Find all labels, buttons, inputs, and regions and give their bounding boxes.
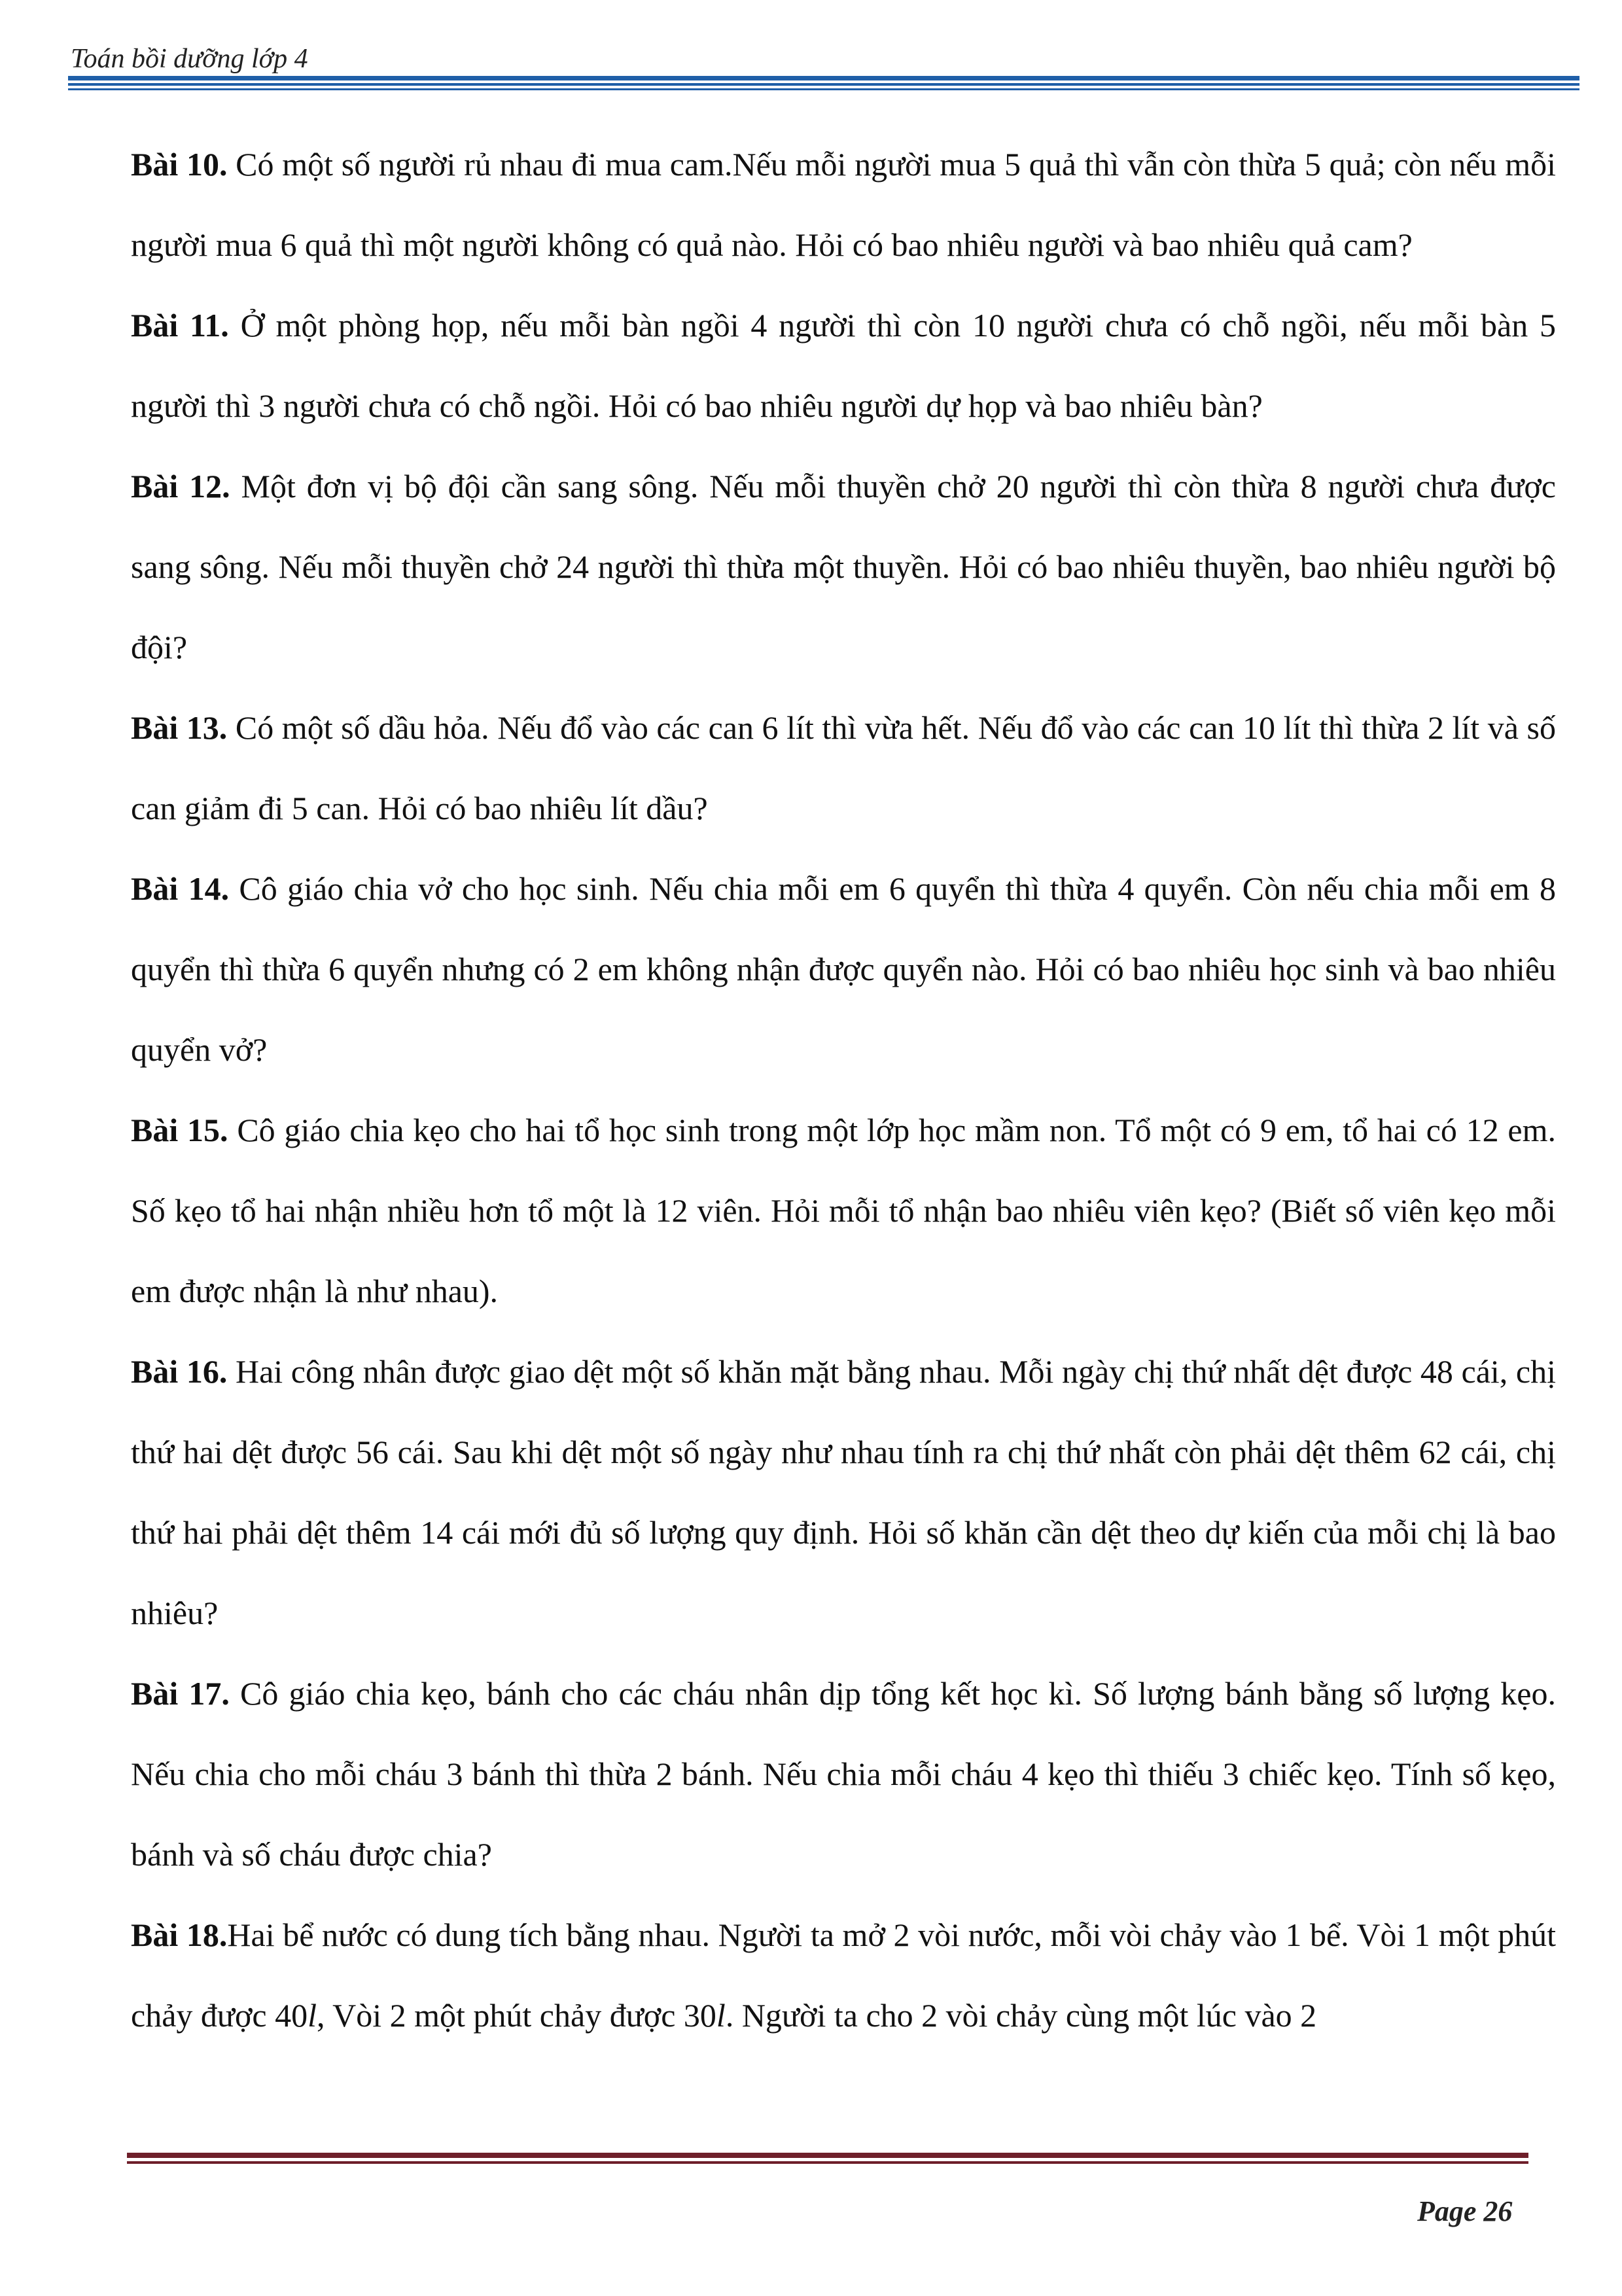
header-rule <box>68 76 1579 93</box>
problem-text: Một đơn vị bộ đội cần sang sông. Nếu mỗi thuyền chở 20 người thì còn thừa 8 người chưa được sang sông. Nếu mỗi thuyền chở 24 người thì thừa một thuyền. Hỏi có bao nhiêu thuyền, bao nhiêu người bộ đội? <box>131 468 1556 665</box>
problem-number: Bài 16. <box>131 1353 228 1390</box>
problem-text: Cô giáo chia vở cho học sinh. Nếu chia mỗi em 6 quyển thì thừa 4 quyển. Còn nếu chia mỗi em 8 quyển thì thừa 6 quyển nhưng có 2 em không nhận được quyển nào. Hỏi có bao nhiêu học sinh và bao nhiêu quyển vở? <box>131 870 1556 1068</box>
problem-number: Bài 18. <box>131 1916 228 1953</box>
problem-12 <box>131 446 1556 688</box>
problem-text: Có một số người rủ nhau đi mua cam.Nếu mỗi người mua 5 quả thì vẫn còn thừa 5 quả; còn nếu mỗi người mua 6 quả thì một người không có quả nào. Hỏi có bao nhiêu người và bao nhiêu quả cam? <box>131 146 1556 263</box>
problem-number: Bài 11. <box>131 307 229 344</box>
problem-number: Bài 17. <box>131 1675 230 1712</box>
problem-16 <box>131 1332 1556 1653</box>
problem-text: Hai bể nước có dung tích bằng nhau. Người ta mở 2 vòi nước, mỗi vòi chảy vào 1 bể. Vòi 1 một phút chảy được 40 <box>131 1916 1557 2034</box>
problem-13 <box>131 688 1556 849</box>
problem-text: Ở một phòng họp, nếu mỗi bàn ngồi 4 người thì còn 10 người chưa có chỗ ngồi, nếu mỗi bàn 5 người thì 3 người chưa có chỗ ngồi. Hỏi có bao nhiêu người dự họp và bao nhiêu bàn? <box>131 307 1557 424</box>
page-number: Page 26 <box>1417 2195 1513 2227</box>
problem-18 <box>131 1895 1556 2056</box>
problem-text: . Người ta cho 2 vòi chảy cùng một lúc vào 2 <box>725 1997 1317 2034</box>
unit-liter: l <box>308 1997 317 2034</box>
problem-text: Cô giáo chia kẹo, bánh cho các cháu nhân dịp tổng kết học kì. Số lượng bánh bằng số lượng kẹo. Nếu chia cho mỗi cháu 3 bánh thì thừa 2 bánh. Nếu chia mỗi cháu 4 kẹo thì thiếu 3 chiếc kẹo. Tính số kẹo, bánh và số cháu được chia? <box>131 1675 1556 1873</box>
problem-15 <box>131 1090 1556 1332</box>
unit-liter: l <box>716 1997 726 2034</box>
problem-11 <box>131 285 1556 446</box>
problem-text: Hai công nhân được giao dệt một số khăn mặt bằng nhau. Mỗi ngày chị thứ nhất dệt được 48 cái, chị thứ hai dệt được 56 cái. Sau khi dệt một số ngày như nhau tính ra chị thứ nhất còn phải dệt thêm 62 cái, chị thứ hai phải dệt thêm 14 cái mới đủ số lượng quy định. Hỏi số khăn cần dệt theo dự kiến của mỗi chị là bao nhiêu? <box>131 1353 1556 1631</box>
problem-number: Bài 10. <box>131 146 228 183</box>
problem-number: Bài 13. <box>131 709 228 746</box>
problem-text: Có một số dầu hỏa. Nếu đổ vào các can 6 lít thì vừa hết. Nếu đổ vào các can 10 lít thì thừa 2 lít và số can giảm đi 5 can. Hỏi có bao nhiêu lít dầu? <box>131 709 1556 826</box>
header-title: Toán bồi dưỡng lớp 4 <box>71 44 308 74</box>
problem-number: Bài 15. <box>131 1112 228 1148</box>
problem-17 <box>131 1653 1556 1895</box>
problem-number: Bài 12. <box>131 468 230 504</box>
problem-text: Cô giáo chia kẹo cho hai tổ học sinh trong một lớp học mầm non. Tổ một có 9 em, tổ hai có 12 em. Số kẹo tổ hai nhận nhiều hơn tổ một là 12 viên. Hỏi mỗi tổ nhận bao nhiêu viên kẹo? (Biết số viên kẹo mỗi em được nhận là như nhau). <box>131 1112 1556 1309</box>
page-content <box>131 124 1556 2056</box>
problem-number: Bài 14. <box>131 870 230 907</box>
footer-rule <box>127 2153 1528 2166</box>
problem-text: , Vòi 2 một phút chảy được 30 <box>317 1997 716 2034</box>
problem-10 <box>131 124 1556 285</box>
problem-14 <box>131 849 1556 1090</box>
